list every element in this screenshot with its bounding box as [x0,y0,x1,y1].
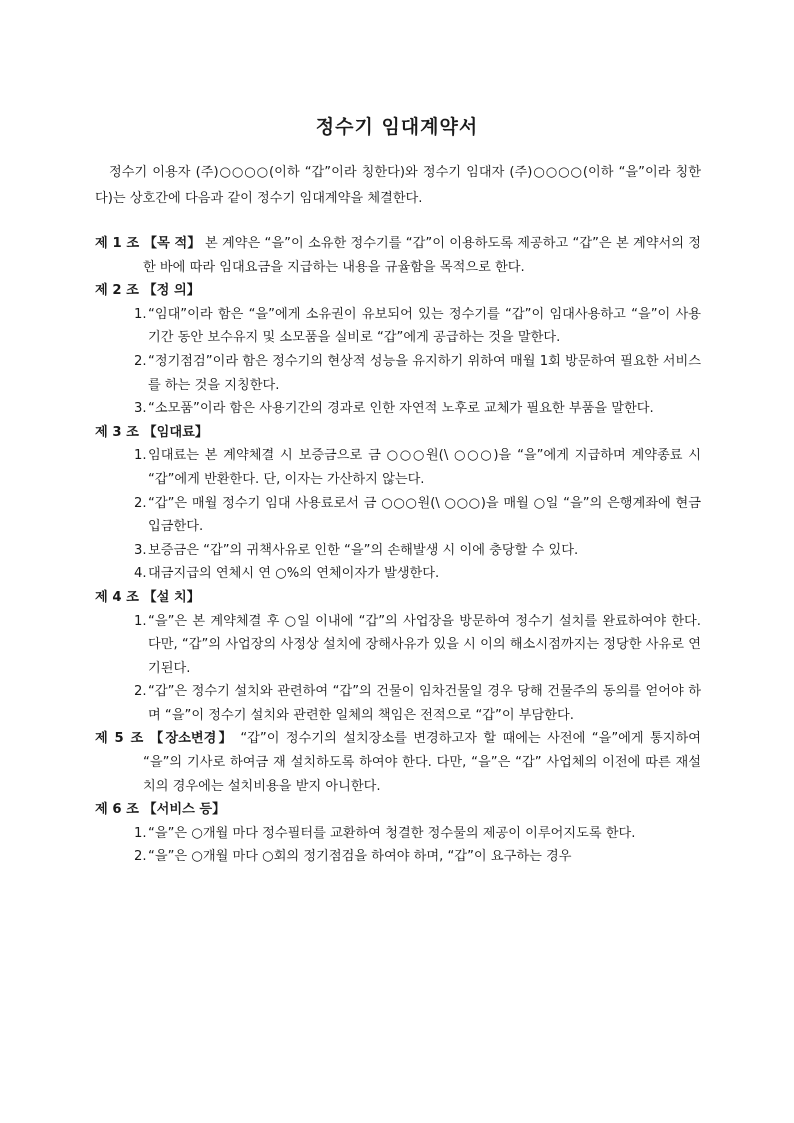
clause-text: 임대료는 본 계약체결 시 보증금으로 금 ○○○원(\ ○○○)을 “을”에게 지급하며 계약종료 시 “갑”에게 반환한다. 단, 이자는 가산하지 않는다. [148,448,701,487]
article-title: 【장소변경】 [143,731,234,747]
clause-number: 3. [134,542,147,558]
article-2 [95,279,701,421]
clause-item [95,562,701,586]
clause-number: 1. [134,825,147,841]
article-heading [95,798,701,822]
article-heading [95,586,701,610]
article-title: 【서비스 등】 [138,802,226,818]
article-title: 【정 의】 [138,283,200,299]
intro-paragraph: 정수기 이용자 (주)○○○○(이하 “갑”이라 칭한다)와 정수기 임대자 (주)○○○○(이하 “을”이라 칭한다)는 상호간에 다음과 같이 정수기 임대계약을 체결한다. [95,165,701,206]
clause-number: 1. [134,448,147,464]
document-title: 정수기 임대계약서 [315,116,479,138]
clause-item [95,444,701,491]
article-title: 【설 치】 [138,589,200,605]
clause-item [95,610,701,681]
clause-item [95,303,701,350]
clause-number: 2. [134,495,147,511]
article-3 [95,421,701,586]
clause-item [95,680,701,727]
clause-list [95,444,701,586]
clause-number: 2. [134,849,147,865]
clause-number: 1. [134,613,147,629]
clause-text: “소모품”이라 함은 사용기간의 경과로 인한 자연적 노후로 교체가 필요한 부품을 말한다. [148,401,654,417]
article-number: 제 3 조 [95,424,139,440]
clause-text: 보증금은 “갑”의 귀책사유로 인한 “을”의 손해발생 시 이에 충당할 수 있다. [148,542,579,558]
article-title: 【목 적】 [139,236,201,251]
article-6 [95,798,701,869]
clause-number: 4. [134,566,147,582]
clause-list [95,610,701,728]
clause-text: “을”은 ○개월 마다 정수필터를 교환하여 청결한 정수물의 제공이 이루어지도록 한다. [148,825,636,841]
clause-text: 대금지급의 연체시 연 ○%의 연체이자가 발생한다. [148,566,440,582]
article-4 [95,586,701,728]
article-number: 제 6 조 [95,802,139,818]
article-heading [95,279,701,303]
clause-item [95,397,701,421]
article-1 [95,232,701,279]
clause-item [95,845,701,869]
clause-list [95,303,701,421]
clause-text: “갑”은 정수기 설치와 관련하여 “갑”의 건물이 임차건물일 경우 당해 건물주의 동의를 얻어야 하며 “을”이 정수기 설치와 관련한 일체의 책임은 전적으로 “갑”이 부담한다. [148,684,701,723]
article-number: 제 5 조 [95,731,144,747]
clause-text: “을”은 본 계약체결 후 ○일 이내에 “갑”의 사업장을 방문하여 정수기 설치를 완료하여야 한다. 다만, “갑”의 사업장의 사정상 설치에 장해사유가 있을 시 이의 해소시점까지는 정당한 사유로 연기된다. [148,613,701,676]
articles-list [95,232,701,869]
clause-item [95,492,701,539]
clause-text: “정기점검”이라 함은 정수기의 현상적 성능을 유지하기 위하여 매월 1회 방문하여 필요한 서비스를 하는 것을 지칭한다. [148,353,701,393]
article-5 [95,727,701,798]
clause-number: 3. [134,401,147,417]
clause-text: “을”은 ○개월 마다 ○회의 정기점검을 하여야 하며, “갑”이 요구하는 경우 [148,849,572,865]
clause-item [95,350,701,397]
article-heading [95,232,701,279]
clause-item [95,822,701,846]
article-number: 제 2 조 [95,283,139,299]
article-number: 제 1 조 [95,236,140,251]
clause-text: “임대”이라 함은 “을”에게 소유권이 유보되어 있는 정수기를 “갑”이 임대사용하고 “을”이 사용 기간 동안 보수유지 및 소모품을 실비로 “갑”에게 공급하는 것을 말한다. [148,306,701,346]
article-heading [95,727,701,798]
article-body: 본 계약은 “을”이 소유한 정수기를 “갑”이 이용하도록 제공하고 “갑”은 본 계약서의 정한 바에 따라 임대요금을 지급하는 내용을 규율함을 목적으로 한다. [143,236,701,275]
clause-number: 2. [134,353,147,369]
article-title: 【임대료】 [138,424,209,440]
clause-number: 2. [134,684,147,700]
clause-text: “갑”은 매월 정수기 임대 사용료로서 금 ○○○원(\ ○○○)을 매월 ○일 “을”의 은행계좌에 현금 입금한다. [148,495,701,535]
clause-item [95,539,701,563]
article-number: 제 4 조 [95,589,139,605]
clause-list [95,822,701,869]
article-body: “갑”이 정수기의 설치장소를 변경하고자 할 때에는 사전에 “을”에게 통지하여 “을”의 기사로 하여금 재 설치하도록 하여야 한다. 다만, “을”은 “갑” 사업체의 이전에 따른 재설치의 경우에는 설치비용을 받지 아니한다. [143,731,701,794]
article-heading [95,421,701,445]
clause-number: 1. [134,306,147,322]
